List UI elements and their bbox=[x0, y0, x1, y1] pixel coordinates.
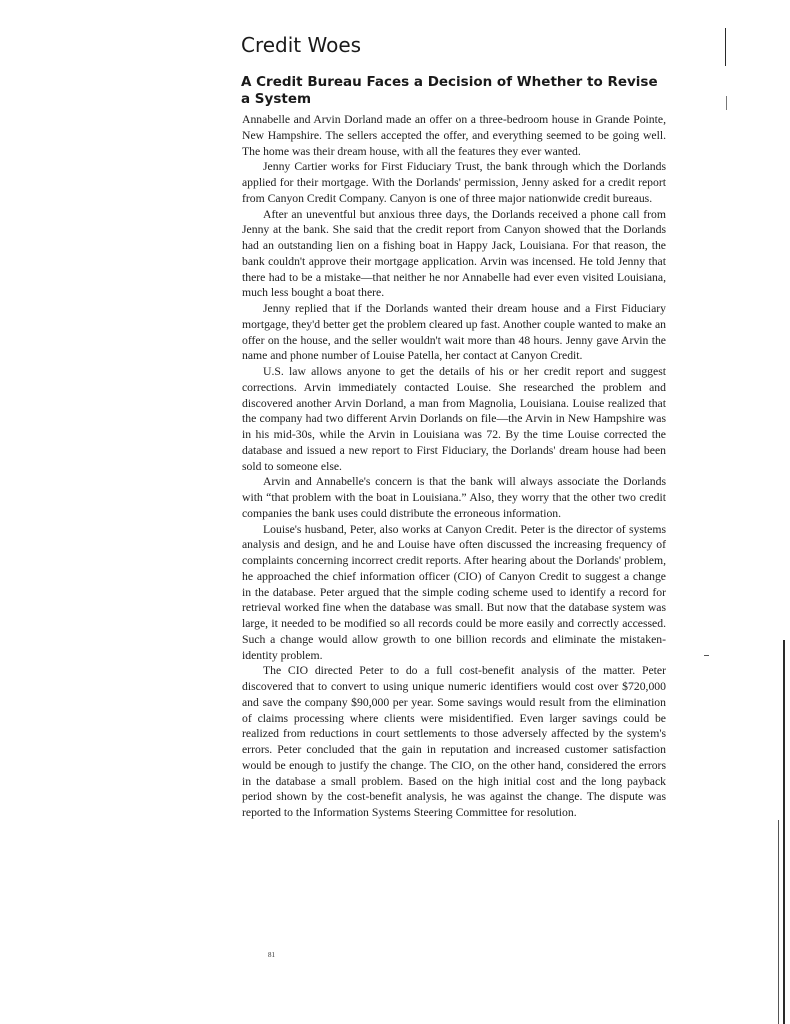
paragraph: Annabelle and Arvin Dorland made an offer on a three-bedroom house in Grande Pointe, New Hampshire. The sellers accepted the offer, and everything seemed to be going well. The home was their dream house, with all the features they ever wanted. bbox=[242, 113, 666, 158]
paragraph: Arvin and Annabelle's concern is that the bank will always associate the Dorlands with “that problem with the boat in Louisiana.” Also, they worry that the other two credit companies the bank uses could distribute the erroneous information. bbox=[242, 475, 666, 520]
stray-mark bbox=[704, 655, 709, 656]
paragraph: The CIO directed Peter to do a full cost-benefit analysis of the matter. Peter discovered that to convert to using unique numeric identifiers would cost over $720,000 and save the company $90,000 per year. Some savings would result from the elimination of claims processing where clients were misidentified. Even larger savings could be realized from reductions in court settlements to those adversely affected by the system's errors. Peter concluded that the gain in reputation and increased customer satisfaction would be enough to justify the change. The CIO, on the other hand, considered the errors in the database a small problem. Based on the high initial cost and the long payback period shown by the cost-benefit analysis, he was against the change. The dispute was reported to the Information Systems Steering Committee for resolution. bbox=[242, 664, 666, 819]
case-subtitle: A Credit Bureau Faces a Decision of Whether to Revise a System bbox=[241, 74, 658, 107]
scan-edge-line bbox=[783, 640, 785, 1024]
scan-edge-line bbox=[726, 96, 727, 110]
paragraph: Jenny Cartier works for First Fiduciary Trust, the bank through which the Dorlands applied for their mortgage. With the Dorlands' permission, Jenny asked for a credit report from Canyon Credit Company. Canyon is one of three major nationwide credit bureaus. bbox=[242, 160, 666, 205]
page-number: 81 bbox=[268, 951, 275, 959]
scan-edge-line bbox=[778, 820, 779, 1024]
article-body bbox=[242, 112, 666, 821]
paragraph: U.S. law allows anyone to get the details of his or her credit report and suggest corrections. Arvin immediately contacted Louise. She researched the problem and discovered another Arvin Dorland, a man from Magnolia, Louisiana. Louise realized that the company had two different Arvin Dorlands on file—the Arvin in New Hampshire was in his mid-30s, while the Arvin in Louisiana was 72. By the time Louise corrected the database and issued a new report to First Fiduciary, the Dorlands' dream house had been sold to someone else. bbox=[242, 365, 666, 473]
paragraph: Jenny replied that if the Dorlands wanted their dream house and a First Fiduciary mortgage, they'd better get the problem cleared up fast. Another couple wanted to make an offer on the house, and the seller wouldn't wait more than 48 hours. Jenny gave Arvin the name and phone number of Louise Patella, her contact at Canyon Credit. bbox=[242, 302, 666, 363]
scan-edge-line bbox=[725, 28, 726, 66]
paragraph: Louise's husband, Peter, also works at Canyon Credit. Peter is the director of systems analysis and design, and he and Louise have often discussed the increasing frequency of complaints concerning incorrect credit reports. After hearing about the Dorlands' problem, he approached the chief information officer (CIO) of Canyon Credit to suggest a change in the database. Peter argued that the simple coding scheme used to identify a record for retrieval worked fine when the database was small. But now that the database system was large, it needed to be modified so all records could be more easily and correctly accessed. Such a change would allow growth to one billion records and eliminate the mistaken-identity problem. bbox=[242, 522, 666, 662]
case-title: Credit Woes bbox=[241, 33, 362, 57]
paragraph: After an uneventful but anxious three days, the Dorlands received a phone call from Jenny at the bank. She said that the credit report from Canyon showed that the Dorlands had an outstanding lien on a fishing boat in Happy Jack, Louisiana. For that reason, the bank couldn't approve their mortgage application. Arvin was incensed. He told Jenny that there had to be a mistake—that neither he nor Annabelle had ever even visited Louisiana, much less bought a boat there. bbox=[242, 207, 666, 300]
